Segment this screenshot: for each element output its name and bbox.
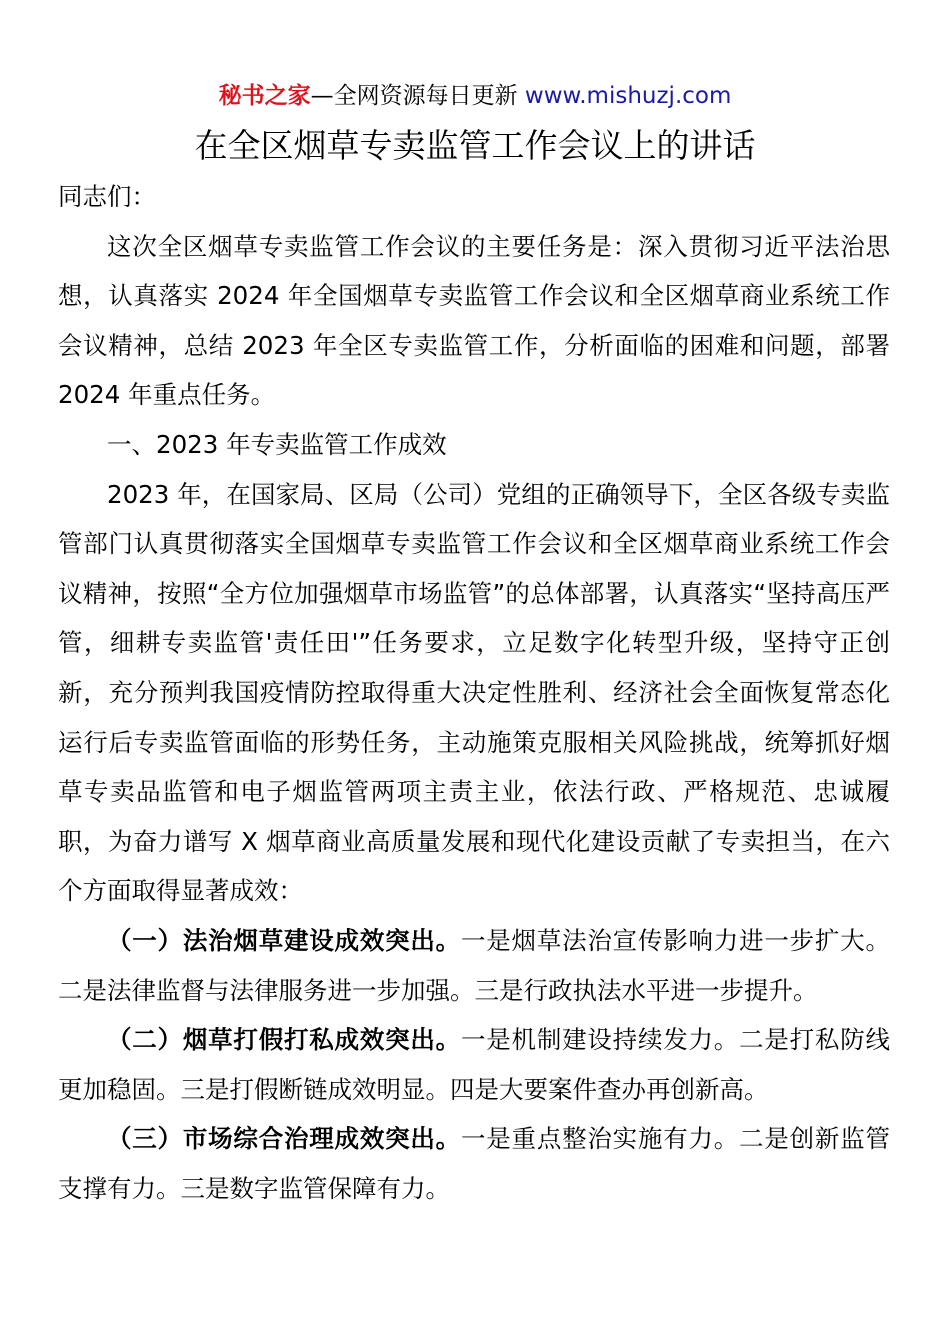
item-text: 一是机制建设持续发力。二是打私防线更加稳固。三是打假断链成效明显。四是大要案件查办再创新高。	[58, 1025, 891, 1104]
item-rule-of-law	[58, 916, 890, 1015]
item-anti-counterfeit	[58, 1015, 890, 1114]
document-body	[58, 172, 890, 1213]
banner-url[interactable]: www.mishuzj.com	[524, 83, 732, 109]
paragraph-intro: 这次全区烟草专卖监管工作会议的主要任务是：深入贯彻习近平法治思想，认真落实 2024 年全国烟草专卖监管工作会议和全区烟草商业系统工作会议精神，总结 2023 年全区专卖监管工作，分析面临的困难和问题，部署 2024 年重点任务。	[58, 231, 890, 410]
item-lead: （二）烟草打假打私成效突出。	[107, 1025, 461, 1055]
banner-brand: 秘书之家	[218, 83, 311, 109]
item-text: 一是重点整治实施有力。二是创新监管支撑有力。三是数字监管保障有力。	[58, 1124, 891, 1203]
item-market-governance	[58, 1114, 890, 1213]
paragraph-achievements: 2023 年，在国家局、区局（公司）党组的正确领导下，全区各级专卖监管部门认真贯彻落实全国烟草专卖监管工作会议和全区烟草商业系统工作会议精神，按照“全方位加强烟草市场监管”的总体部署，认真落实“坚持高压严管，细耕专卖监管'责任田'”任务要求，立足数字化转型升级，坚持守正创新，充分预判我国疫情防控取得重大决定性胜利、经济社会全面恢复常态化运行后专卖监管面临的形势任务，主动施策克服相关风险挑战，统筹抓好烟草专卖品监管和电子烟监管两项主责主业，依法行政、严格规范、忠诚履职，为奋力谱写 X 烟草商业高质量发展和现代化建设贡献了专卖担当，在六个方面取得显著成效：	[58, 479, 890, 906]
document-title: 在全区烟草专卖监管工作会议上的讲话	[194, 126, 756, 165]
item-lead: （一）法治烟草建设成效突出。	[107, 925, 461, 955]
banner-tagline: —全网资源每日更新	[310, 83, 525, 109]
salutation: 同志们：	[58, 182, 156, 211]
site-banner	[0, 80, 950, 112]
item-text: 一是烟草法治宣传影响力进一步扩大。二是法律监督与法律服务进一步加强。三是行政执法水平进一步提升。	[58, 925, 891, 1005]
item-lead: （三）市场综合治理成效突出。	[107, 1124, 461, 1154]
section-heading: 一、2023 年专卖监管工作成效	[107, 429, 447, 459]
